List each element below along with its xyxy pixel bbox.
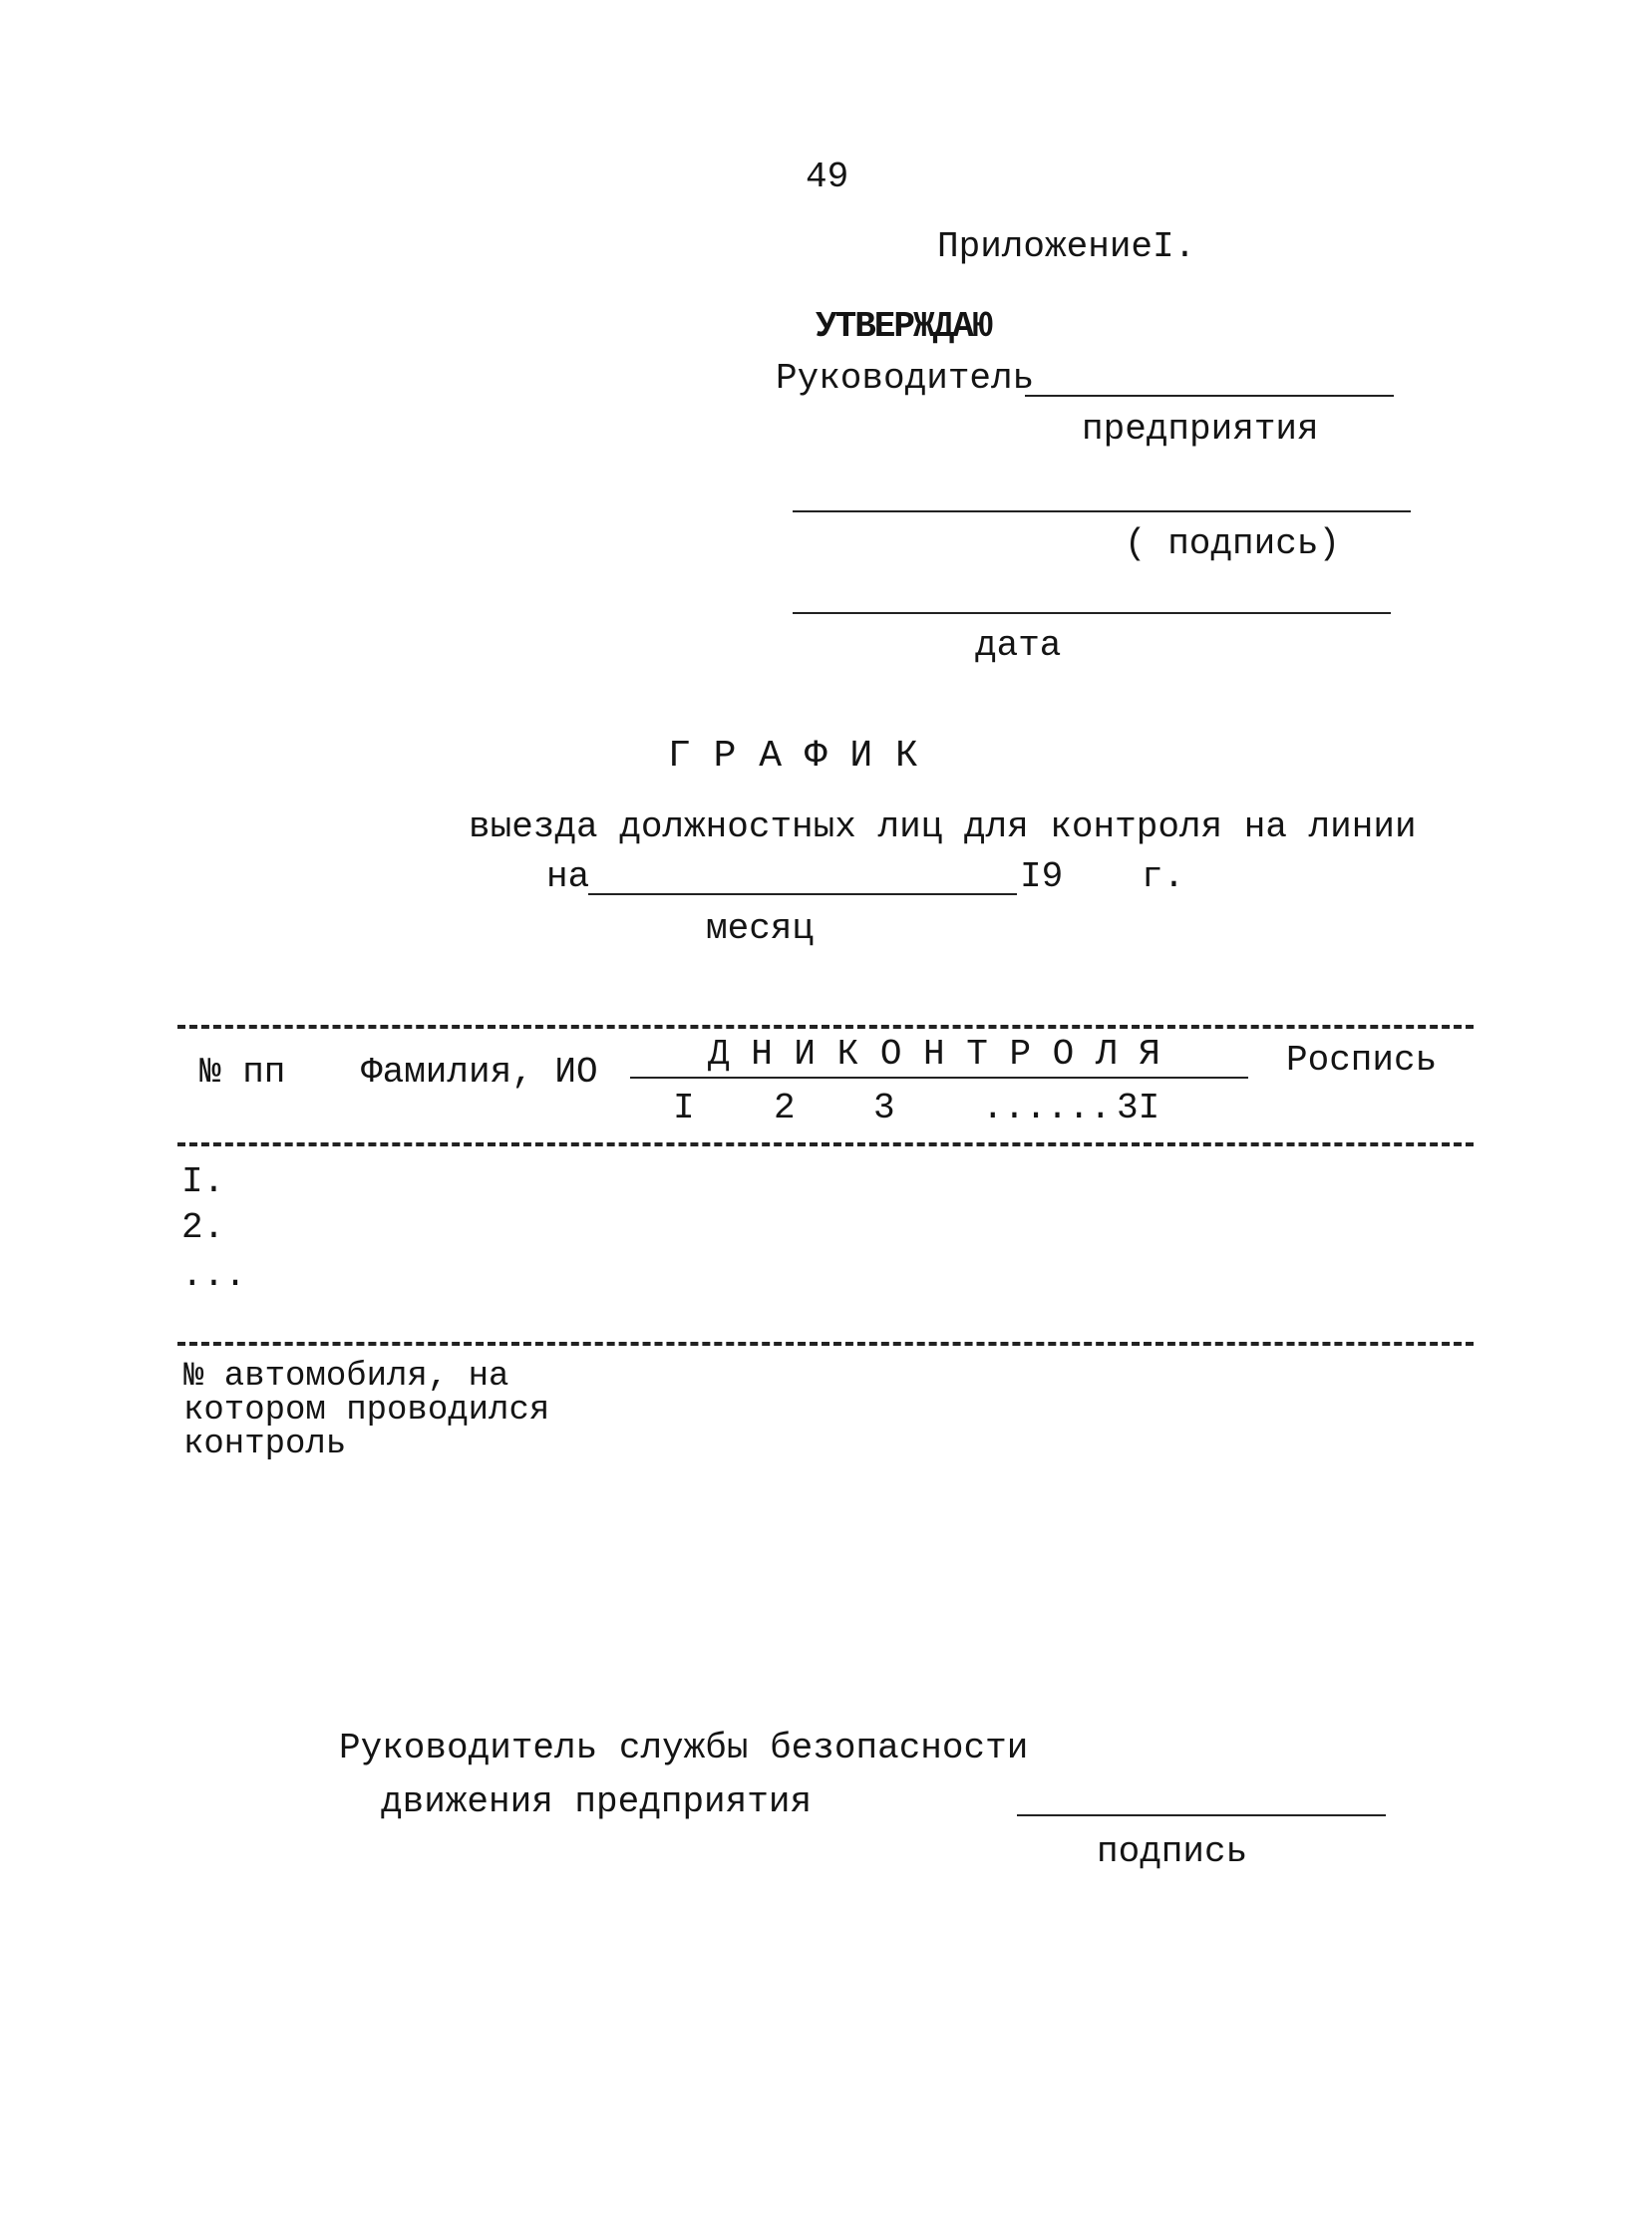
day-number: 3I: [1117, 1088, 1160, 1128]
for-prefix: на: [546, 856, 590, 897]
footer-signature-line: [1017, 1814, 1386, 1816]
day-number: 2: [774, 1088, 796, 1128]
day-number-ellipsis: ......: [982, 1088, 1112, 1128]
month-label: месяц: [706, 908, 815, 949]
enterprise-label: предприятия: [1082, 409, 1319, 450]
page-number: 49: [806, 157, 849, 197]
approve-heading: УТВЕРЖДАЮ: [816, 306, 992, 347]
year-suffix: г.: [1142, 856, 1185, 897]
date-line: [793, 612, 1391, 614]
days-header-underline: [630, 1077, 1248, 1079]
table-row: ...: [181, 1255, 246, 1296]
day-number: 3: [873, 1088, 895, 1128]
footer-signature-label: подпись: [1097, 1831, 1248, 1872]
signature-line: [793, 510, 1411, 512]
col-name-header: Фамилия, ИО: [361, 1052, 598, 1093]
appendix-label: ПриложениеI.: [937, 226, 1196, 267]
document-subtitle: выезда должностных лиц для контроля на линии: [469, 806, 1417, 847]
footer-position-line2: движения предприятия: [381, 1781, 813, 1822]
table-bottom-rule: [177, 1342, 1474, 1346]
vehicle-note-line: № автомобиля, на: [183, 1358, 509, 1396]
table-row: 2.: [181, 1207, 225, 1248]
vehicle-note-line: контроль: [183, 1426, 347, 1463]
col-number-header: № пп: [199, 1052, 286, 1093]
col-days-header: Д Н И К О Н Т Р О Л Я: [708, 1034, 1160, 1075]
document-title: Г Р А Ф И К: [668, 735, 918, 778]
header-bottom-rule: [177, 1142, 1474, 1146]
table-top-rule: [177, 1025, 1474, 1029]
signature-label: ( подпись): [1125, 523, 1341, 564]
vehicle-note-line: котором проводился: [183, 1392, 550, 1430]
table-row: I.: [181, 1161, 225, 1202]
year-prefix: I9: [1020, 856, 1064, 897]
col-signature-header: Роспись: [1286, 1040, 1438, 1081]
month-line: [588, 893, 1017, 895]
head-label: Руководитель: [776, 358, 1035, 399]
date-label: дата: [975, 625, 1062, 666]
head-name-line: [1025, 395, 1394, 397]
footer-position-line1: Руководитель службы безопасности: [339, 1728, 1029, 1768]
day-number: I: [673, 1088, 695, 1128]
